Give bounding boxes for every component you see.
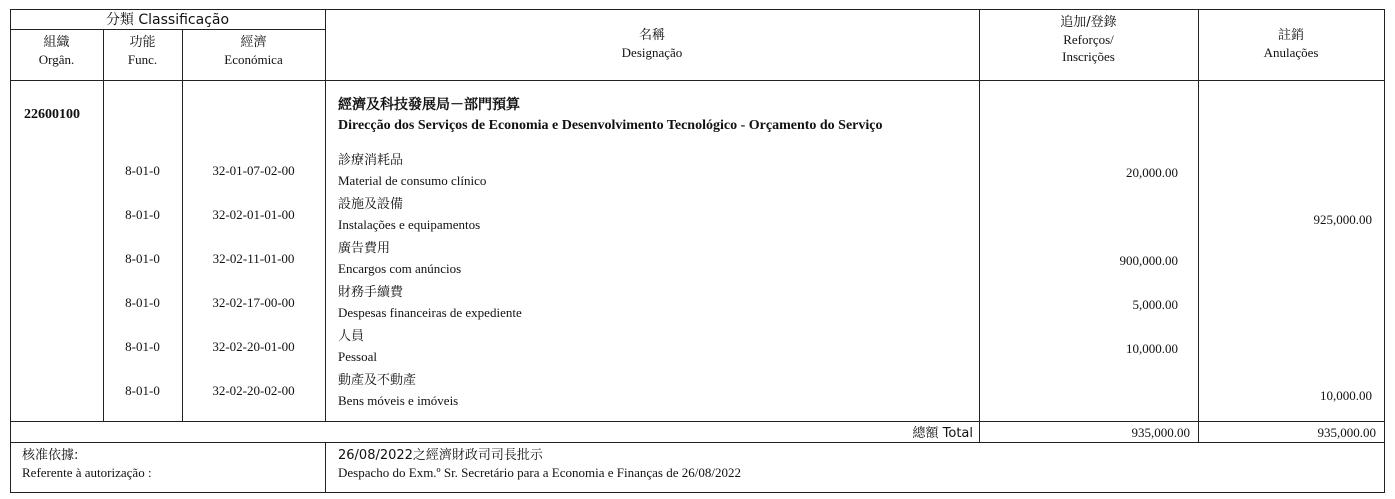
row-func: 8-01-0 (125, 251, 160, 266)
row-reinforce: 20,000.00 (1126, 165, 1178, 180)
row-name-zh: 廣告費用 (338, 241, 391, 256)
rule-header-bottom (10, 80, 1385, 81)
row-econ: 32-02-11-01-00 (212, 251, 295, 266)
header-organ: 組織 Orgân. (38, 35, 75, 67)
rule-left (10, 9, 11, 493)
row-reinforce: 900,000.00 (1119, 253, 1178, 268)
row-func: 8-01-0 (125, 339, 160, 354)
row-name-pt: Bens móveis e imóveis (338, 393, 459, 408)
rule-total-bottom (10, 442, 1385, 443)
header-annulments: 註銷 Anulações (1263, 28, 1319, 60)
total-annul: 935,000.00 (1317, 425, 1376, 440)
rule-top (10, 9, 1385, 10)
header-classification: 分類 Classificação (105, 12, 230, 28)
row-name-zh: 人員 (338, 329, 365, 344)
header-economic: 經濟 Económica (224, 35, 283, 67)
row-name-zh: 動產及不動產 (338, 373, 417, 388)
rule-econ-name (325, 9, 326, 421)
row-reinforce: 10,000.00 (1126, 341, 1178, 356)
row-econ: 32-02-20-02-00 (212, 383, 295, 398)
total-reinforce: 935,000.00 (1131, 425, 1190, 440)
row-func: 8-01-0 (125, 295, 160, 310)
rule-name-reinforce (979, 9, 980, 442)
row-name-pt: Instalações e equipamentos (338, 217, 481, 232)
row-name-pt: Pessoal (338, 349, 377, 364)
row-name-pt: Encargos com anúncios (338, 261, 462, 276)
rule-bottom (10, 492, 1385, 493)
row-name-zh: 設施及設備 (338, 197, 404, 212)
row-name-zh: 財務手續費 (338, 285, 404, 300)
organ-code: 22600100 (24, 107, 80, 122)
authorization-basis: 核准依據: Referente à autorização : (22, 448, 152, 480)
budget-table (10, 9, 1385, 493)
row-econ: 32-01-07-02-00 (212, 163, 295, 178)
total-label: 總額 Total (912, 426, 973, 441)
rule-func-econ (182, 29, 183, 421)
header-reinforcements: 追加/登錄 Reforços/ Inscrições (1060, 15, 1117, 64)
row-func: 8-01-0 (125, 207, 160, 222)
rule-organ-func (103, 29, 104, 421)
row-econ: 32-02-17-00-00 (212, 295, 295, 310)
row-name-zh: 診療消耗品 (338, 153, 404, 168)
rule-body-bottom (10, 421, 1385, 422)
header-designation: 名稱 Designação (621, 28, 683, 60)
row-econ: 32-02-20-01-00 (212, 339, 295, 354)
rule-name-total (325, 442, 326, 492)
row-func: 8-01-0 (125, 383, 160, 398)
row-name-pt: Despesas financeiras de expediente (338, 305, 522, 320)
row-name-pt: Material de consumo clínico (338, 173, 487, 188)
row-econ: 32-02-01-01-00 (212, 207, 295, 222)
row-func: 8-01-0 (125, 163, 160, 178)
rule-right (1384, 9, 1385, 493)
authorization-dispatch: 26/08/2022之經濟財政司司長批示 Despacho do Exm.º Sr. Secretário para a Economia e Finanças de 26/08/2022 (338, 448, 741, 480)
row-annul: 925,000.00 (1313, 212, 1372, 227)
row-annul: 10,000.00 (1320, 388, 1372, 403)
section-title: 經濟及科技發展局－部門預算 Direcção dos Serviços de Economia e Desenvolvimento Tecnológico - Orçamento do Serviço (338, 97, 883, 133)
row-reinforce: 5,000.00 (1132, 297, 1178, 312)
header-func: 功能 Func. (127, 35, 158, 67)
